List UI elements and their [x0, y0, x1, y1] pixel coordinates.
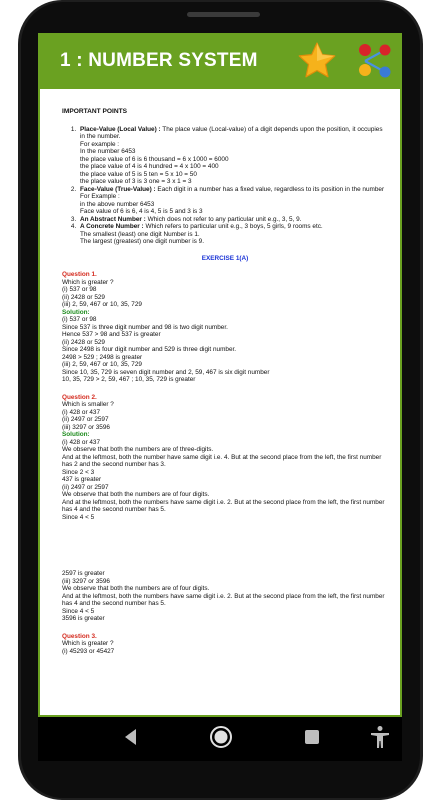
point-line: The smallest (least) one digit Number is 1.	[80, 230, 200, 238]
question-title: Question 3.	[62, 632, 97, 640]
solution-line: 2498 > 529 ; 2498 is greater	[62, 353, 143, 361]
solution-line: (i) 428 or 437	[62, 438, 101, 446]
point-line: In the number 6453	[80, 148, 136, 155]
point-line: The largest (greatest) one digit number is 9.	[80, 238, 204, 245]
question-line: (i) 537 or 98	[62, 286, 97, 293]
point-term: Place-Value (Local Value) :	[80, 125, 161, 133]
solution-line: Since 2 < 3	[62, 468, 95, 476]
point-item	[78, 186, 388, 216]
phone-speaker	[187, 12, 260, 17]
point-term: Face-Value (True-Value) :	[80, 185, 156, 193]
point-line: the place value of 4 is 4 hundred = 4 x 100 = 400	[80, 163, 219, 170]
question-line: (i) 428 or 437	[62, 408, 101, 416]
solution-line: We observe that both the numbers are of three-digits.	[62, 446, 214, 453]
solution-line: Since 2498 is four digit number and 529 is three digit number.	[62, 346, 237, 353]
solution-line: And at the leftmost, both the numbers have same digit i.e. 2. But at the second place from the left, the first number has 4 and the second number has 5.	[62, 592, 385, 607]
question-line: (ii) 2497 or 2597	[62, 416, 109, 423]
solution-line: Since 4 < 5	[62, 513, 95, 521]
point-term: An Abstract Number :	[80, 215, 146, 223]
question-line: (iii) 2, 59, 467 or 10, 35, 729	[62, 301, 142, 308]
points-list	[78, 126, 388, 246]
solution-line: Since 537 is three digit number and 98 is two digit number.	[62, 323, 228, 331]
exercise-title: EXERCISE 1(A)	[201, 254, 249, 262]
solution-line: Since 10, 35, 729 is seven digit number and 2, 59, 467 is six digit number	[62, 368, 270, 376]
question-line: (ii) 2428 or 529	[62, 293, 105, 301]
point-line: the place value of 6 is 6 thousand = 6 x 1000 = 6000	[80, 155, 229, 163]
page-title: 1 : NUMBER SYSTEM	[60, 50, 258, 71]
solution-line: 10, 35, 729 > 2, 59, 467 ; 10, 35, 729 is greater	[62, 376, 196, 383]
solution-line: (i) 537 or 98	[62, 316, 97, 323]
point-item	[78, 223, 388, 246]
point-line: the place value of 3 is 3 one = 3 x 1 = 3	[80, 178, 192, 185]
point-text: The place value (Local-value) of a digit depends upon the position, it occupies in the number.	[80, 125, 383, 140]
solution-label: Solution:	[62, 431, 90, 438]
solution-line: (iii) 2, 59, 467 or 10, 35, 729	[62, 361, 142, 368]
system-nav-bar	[38, 717, 402, 761]
solution-line: 3596 is greater	[62, 615, 105, 622]
point-line: For example :	[80, 140, 120, 148]
point-item	[78, 126, 388, 186]
home-icon[interactable]	[209, 725, 233, 749]
content-panel	[38, 89, 402, 717]
solution-line: We observe that both the numbers are of four digits.	[62, 491, 210, 498]
accessibility-icon[interactable]	[369, 725, 391, 749]
question-line: (i) 45293 or 45427	[62, 647, 115, 655]
solution-line: We observe that both the numbers are of four digits.	[62, 585, 210, 592]
solution-line: Since 4 < 5	[62, 607, 95, 615]
section-heading: IMPORTANT POINTS	[62, 108, 128, 115]
app-screen	[38, 33, 402, 717]
point-line: Face value of 6 is 6, 4 is 4, 5 is 5 and 3 is 3	[80, 208, 203, 215]
question-title: Question 1.	[62, 271, 97, 278]
point-text: Which does not refer to any particular unit e.g., 3, 5, 9.	[145, 215, 302, 223]
star-icon[interactable]	[296, 40, 338, 82]
solution-line: (iii) 3297 or 3596	[62, 577, 110, 585]
point-text: Each digit in a number has a fixed value, regardless to its position in the number	[155, 185, 385, 193]
point-text: Which refers to particular unit e.g., 3 boys, 5 girls, 9 rooms etc.	[143, 223, 323, 230]
question-line: Which is smaller ?	[62, 401, 114, 408]
back-icon[interactable]	[120, 726, 142, 748]
point-item	[78, 216, 388, 224]
solution-label: Solution:	[62, 308, 90, 316]
point-line: in the above number 6453	[80, 200, 155, 208]
solution-line: 437 is greater	[62, 476, 102, 483]
solution-line: (ii) 2428 or 529	[62, 338, 105, 346]
solution-line: Hence 537 > 98 and 537 is greater	[62, 331, 161, 338]
point-term: A Concrete Number :	[80, 223, 144, 230]
solution-line: And at the leftmost, both the numbers have same digit i.e. 2. But at the second place from the left, the first number has 4 and the second number has 5.	[62, 498, 385, 513]
question-line: Which is greater ?	[62, 640, 114, 647]
solution-line: 2597 is greater	[62, 570, 105, 577]
question-line: Which is greater ?	[62, 278, 114, 286]
point-line: For Example :	[80, 193, 120, 200]
blank-space	[62, 521, 388, 570]
solution-line: And at the leftmost, both the number have same digit i.e. 4. But at the second place from the left, the first number has 2 and the second number has 3.	[62, 453, 382, 468]
share-icon[interactable]	[354, 41, 394, 81]
content-body	[40, 89, 400, 655]
app-bar	[38, 33, 402, 89]
recents-icon[interactable]	[302, 727, 322, 747]
point-line: the place value of 5 is 5 ten = 5 x 10 = 50	[80, 170, 197, 178]
question-line: (iii) 3297 or 3596	[62, 423, 110, 431]
question-title: Question 2.	[62, 393, 97, 401]
solution-line: (ii) 2497 or 2597	[62, 483, 109, 491]
